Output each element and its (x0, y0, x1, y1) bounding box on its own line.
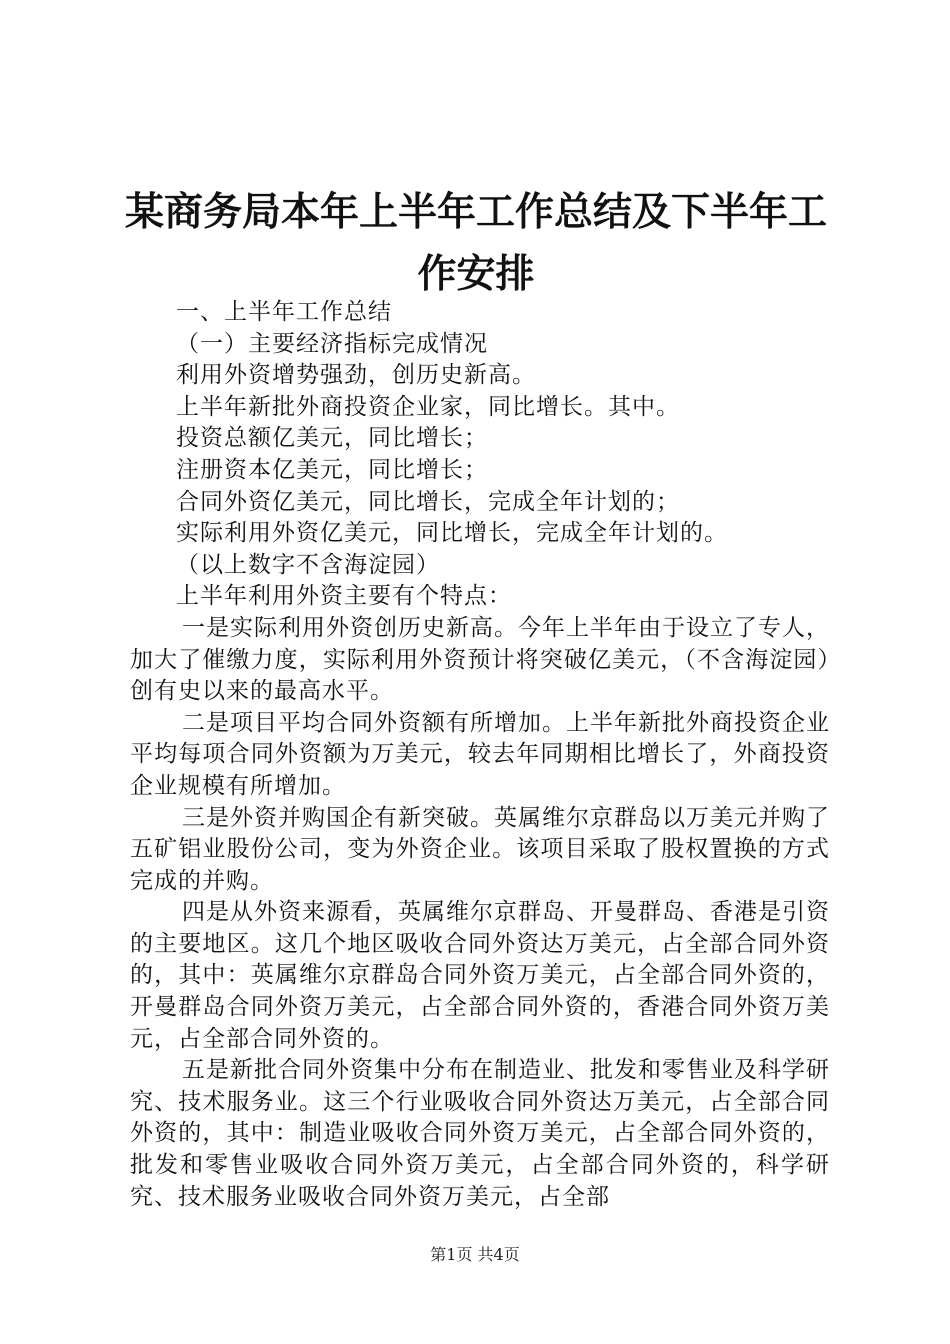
document-title: 某商务局本年上半年工作总结及下半年工作安排 (124, 190, 827, 297)
paragraph: 四是从外资来源看，英属维尔京群岛、开曼群岛、香港是引资的主要地区。这几个地区吸收合同外资达万美元，占全部合同外资的，其中：英属维尔京群岛合同外资万美元，占全部合同外资的，开曼群岛合同外资万美元，占全部合同外资的，香港合同外资万美元，占全部合同外资的。 (130, 899, 830, 1052)
paragraph: 五是新批合同外资集中分布在制造业、批发和零售业及科学研究、技术服务业。这三个行业吸收合同外资达万美元，占全部合同外资的，其中：制造业吸收合同外资万美元，占全部合同外资的，批发和零售业吸收合同外资万美元，占全部合同外资的，科学研究、技术服务业吸收合同外资万美元，占全部 (130, 1057, 830, 1210)
paragraph: 上半年利用外资主要有个特点： (176, 583, 512, 610)
subsection-heading: （一）主要经济指标完成情况 (176, 330, 488, 357)
paragraph: 实际利用外资亿美元，同比增长，完成全年计划的。 (176, 520, 728, 547)
paragraph: （以上数字不含海淀园） (176, 551, 440, 578)
paragraph: 一是实际利用外资创历史新高。今年上半年由于设立了专人，加大了催缴力度，实际利用外资预计将突破亿美元，（不含海淀园）创有史以来的最高水平。 (130, 614, 830, 705)
document-body (130, 297, 830, 1213)
paragraph: 三是外资并购国企有新突破。英属维尔京群岛以万美元并购了五矿铝业股份公司，变为外资企业。该项目采取了股权置换的方式完成的并购。 (130, 804, 830, 894)
page-footer: 第1页 共4页 (430, 1245, 520, 1264)
paragraph: 上半年新批外商投资企业家，同比增长。其中。 (176, 393, 680, 420)
paragraph: 投资总额亿美元，同比增长； (176, 425, 488, 452)
paragraph: 二是项目平均合同外资额有所增加。上半年新批外商投资企业平均每项合同外资额为万美元，较去年同期相比增长了，外商投资企业规模有所增加。 (130, 709, 830, 799)
paragraph: 利用外资增势强劲，创历史新高。 (176, 362, 536, 389)
section-heading: 一、上半年工作总结 (176, 299, 392, 325)
paragraph: 合同外资亿美元，同比增长，完成全年计划的； (176, 488, 680, 515)
paragraph: 注册资本亿美元，同比增长； (176, 456, 488, 483)
